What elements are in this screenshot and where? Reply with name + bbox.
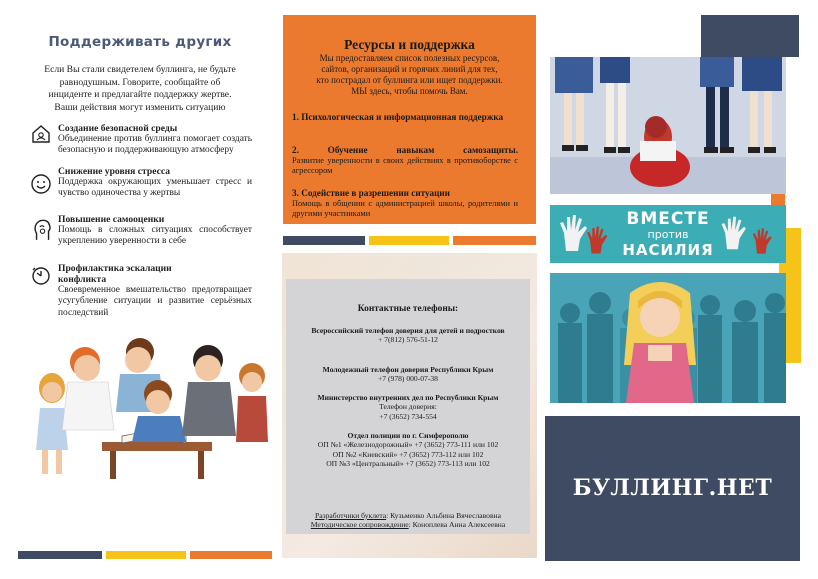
kids-illustration (30, 332, 270, 480)
brand-title: БУЛЛИНГ.НЕТ (572, 475, 773, 501)
banner-text-line2: против (647, 228, 689, 241)
resources-title: Ресурсы и поддержка (344, 37, 475, 52)
together-against-violence-banner (550, 205, 786, 263)
resources-intro: Мы предоставляем список полезных ресурсов, сайтов, организаций и горячих линий для тех, кто пострадал от буллинга или ищет поддержки. МЫ здесь, чтобы помочь Вам. (316, 53, 503, 96)
deco-bar-navy (283, 236, 365, 245)
tip-title: Повышение самооценки (58, 214, 165, 225)
resource-item-2: 2. Обучение навыкам самозащиты. (292, 145, 518, 155)
deco-bar-orange (190, 551, 272, 559)
banner-text-line3: НАСИЛИЯ (622, 241, 714, 259)
tip-text: Поддержка окружающих уменьшает стресс и чувство одиночества у жертвы (58, 177, 252, 199)
contact-block: Министерство внутренних дел по Республики Крым Телефон доверия: +7 (3652) 734-554 (317, 393, 499, 421)
left-panel-intro: Если Вы стали свидетелем буллинга, не будьте равнодушным. Говорите, сообщайте об инциденте и предлагайте поддержку жертве. Ваши действия могут изменить ситуацию (44, 64, 236, 113)
smiley-icon (30, 173, 52, 195)
resource-item-1: 1. Психологическая и информационная поддержка (292, 112, 504, 122)
tip-text: Помощь в сложных ситуациях способствует укреплению уверенности в себе (58, 225, 252, 247)
house-icon (30, 123, 52, 145)
deco-bar-yellow (106, 551, 186, 559)
deco-bar-orange (453, 236, 536, 245)
deco-block-navy (701, 15, 799, 57)
bullying-photo (550, 57, 786, 194)
deco-bar-navy (18, 551, 102, 559)
self-esteem-icon (30, 216, 54, 242)
contact-block: Всероссийский телефон доверия для детей и подростков + 7(812) 576-51-12 (311, 326, 505, 345)
resource-item-2-text: Развитие уверенности в своих действиях в противоборстве с агрессором (292, 156, 518, 175)
credits: Разработчики буклета: Кузьменко Альбина Вячеславовна Методическое сопровождение: Коноплева Анна Алексеевна (310, 511, 506, 530)
tip-title: Снижение уровня стресса (58, 166, 171, 177)
resource-item-3: 3. Содействие в разрешении ситуации (292, 188, 450, 198)
contacts-title: Контактные телефоны: (357, 304, 459, 314)
tip-text: Объединение против буллинга помогает создать безопасную и поддерживающую атмосферу (58, 134, 252, 156)
tip-stress-reduction (26, 166, 254, 220)
hand-print-icon (750, 227, 778, 255)
left-panel-title: Поддерживать других (48, 34, 232, 50)
tip-text: Своевременное вмешательство предотвращает усугубление ситуации и развитие серьёзных последствий (58, 285, 252, 318)
contact-block: Молодежный телефон доверия Республики Крым +7 (978) 000-07-38 (322, 365, 494, 384)
crowd-illustration (550, 273, 786, 403)
contact-block: Отдел полиции по г. Симферополю ОП №1 «Железнодорожный» +7 (3652) 773-111 или 102 ОП №2 «Киевский» +7 (3652) 773-112 или 102 ОП №3 «Центральный» +7 (3652) 773-113 или 102 (317, 431, 499, 469)
tip-self-esteem (26, 214, 254, 268)
resource-item-3-text: Помощь в общении с администрацией школы, родителями и другими участниками (292, 199, 518, 218)
tip-title: Профилактика эскалации конфликта (58, 263, 172, 285)
banner-text-line1: ВМЕСТЕ (626, 209, 710, 229)
tip-conflict-prevention (26, 263, 254, 325)
tip-title: Создание безопасной среды (58, 123, 178, 134)
stopwatch-icon (30, 264, 52, 286)
deco-bar-yellow (369, 236, 449, 245)
